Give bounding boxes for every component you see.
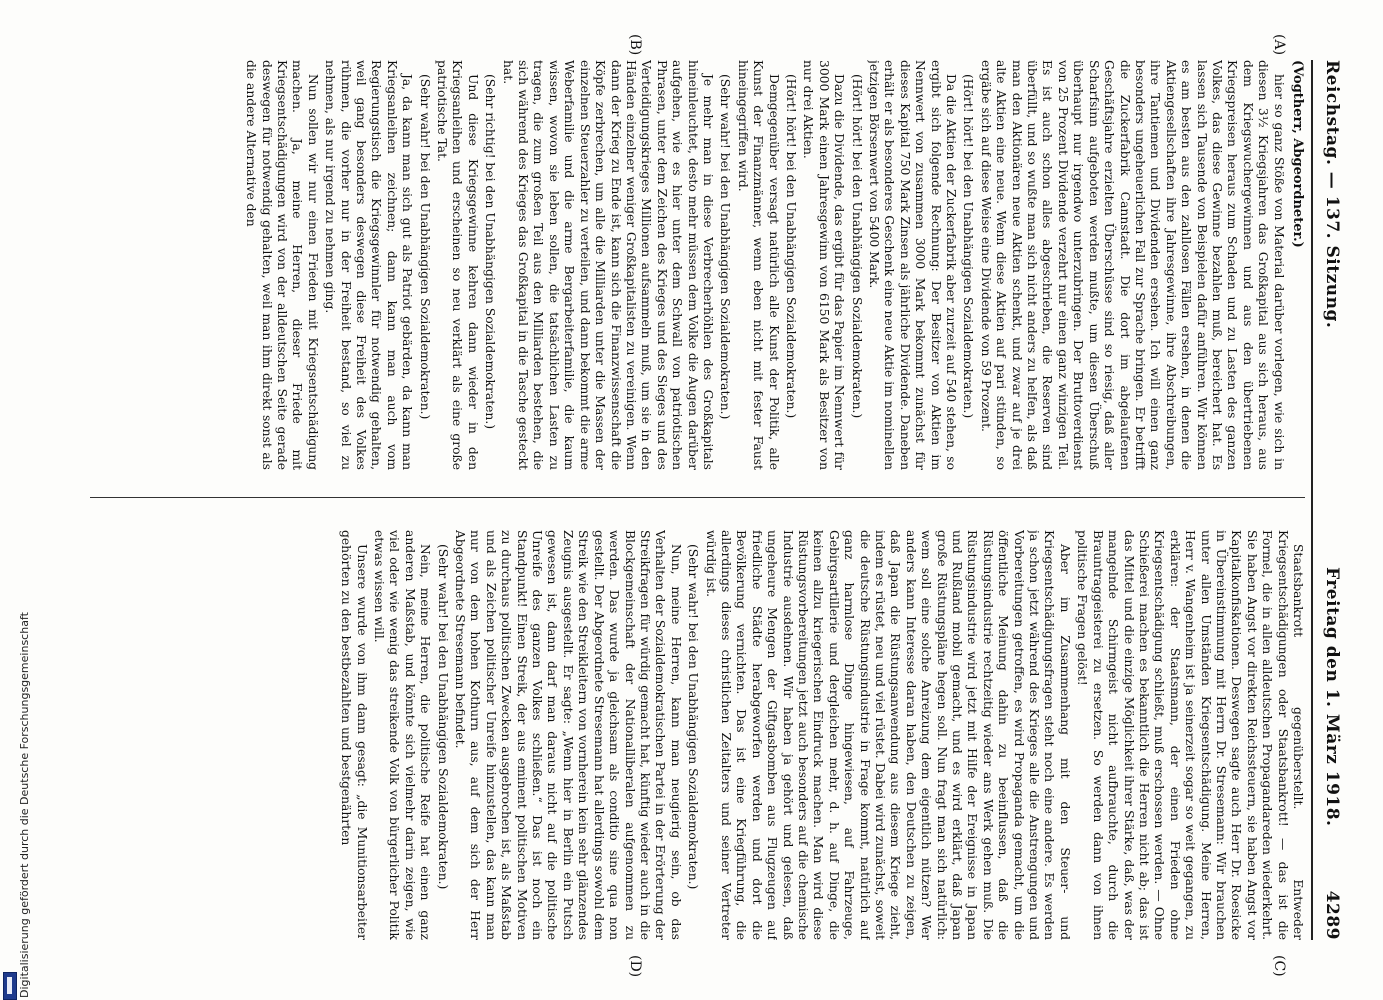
paragraph: Demgegenüber versagt natürlich alle Kunst der Politik, alle Kunst der Finanzmänner, wenn eben nicht mit fester Faust hineingegriffen wird.	[735, 60, 781, 470]
header-right	[1322, 567, 1342, 940]
speaker-line: (Vogtherr, Abgeordneter.)	[1290, 60, 1305, 248]
left-column	[90, 60, 1305, 470]
margin-marker-a: (A)	[1271, 34, 1287, 56]
paragraph: Aber im Zusammenhang mit den Steuer- und Kriegsentschädigungsfragen steht noch eine andere. Es werden ja schon jetzt während des Krieges alle die Anstrengungen und Vorbereitungen getroffen, es wird Propaganda gemacht, um die öffentliche Meinung dahin zu beeinflussen, daß die Rüstungsindustrie rechtzeitig wieder ans Werk gehen muß. Die Rüstungsindustrie wird jetzt mit Hilfe der Ereignisse in Japan und Rußland mobil gemacht, und es wird erklärt, daß Japan große Rüstungspläne hegen soll. Nun fragt man sich natürlich: wem soll eine solche Anreizung dem eigentlich nützen? Wer anders kann Interesse daran haben, den Deutschen zu zeigen, daß Japan die Rüstungsanwendung aus diesem Kriege zieht, indem es rüstet, neu und viel rüstet. Dabei wird zunächst, soweit die deutsche Rüstungsindustrie in Frage kommt, natürlich auf ganz harmlose Dinge hingewiesen, auf Fahrzeuge, Gebirgsartillerie und dergleichen mehr, d. h. auf Dinge, die keinen allzu kriegerischen Eindruck machen. Man wird diese Rüstungsvorbereitungen jetzt auch besonders auf die chemische Industrie ausdehnen. Wir haben ja gehört und gelesen, daß ungeheure Mengen der Giftgasbomben aus Flugzeugen auf friedliche Städte herabgeworfen werden und dort die Bevölkerung vernichten. Das ist eine Kriegführung, die allerdings dieses christlichen Zeitalters und seiner Vertreter würdig ist.	[703, 530, 1072, 940]
paragraph: (Sehr wahr! bei den Unabhängigen Sozialdemokraten.)	[417, 74, 432, 420]
paragraph: Nun, meine Herren, kann man neugierig sein, ob das Verhalten der Sozialdemokratischen Partei in der Erörterung der Streikfragen für würdig gemacht hat, künftig wieder auch in die Blockgemeinschaft der Nationalliberalen aufgenommen zu werden. Das wurde ja gleichsam als conditio sine qua non gestellt. Der Abgeordnete Stresemann hat allerdings sowohl dem Streik wie den Streikleitern von vornherein kein sehr glänzendes Zeugnis ausgestellt. Er sagte: „Wenn hier in Berlin ein Putsch gewesen ist, dann darf man daraus nicht auf die politische Unreife des ganzen Volkes schließen.“ Das ist noch ein Standpunkt! Einen Streik, der aus eminent politischen Motiven zu durchaus politischen Zwecken ausgebrochen ist, als Maßstab und als Zeichen politischer Unreife hinzustellen, das kann man nur von dem hohen Kothurn aus, auf dem sich der Herr Abgeordnete Stresemann befindet.	[453, 530, 683, 940]
paragraph: Staatsbankrott gegenüberstellt. Entweder Kriegsentschädigungen oder Staatsbankrott! — das ist die Formel, die in allen alldeutschen Propagandareden wiederkehrt. Sie haben Angst vor direkten Reichssteuern, sie haben Angst vor Kapitalkonfiskationen. Deswegen sagte auch Herr Dr. Roesicke in Übereinstimmung mit Herrn Dr. Stresemann: Wir brauchen unter allen Umständen Kriegsentschädigung. Meine Herren, Herr v. Wangenheim ist ja seinerzeit sogar so weit gegangen, zu erklären: der Staatsmann, der einen Frieden ohne Kriegsentschädigung schließt, muß erschossen werden. — Ohne Schießerei machen es bekanntlich die Herren nicht ab; das ist das Mittel und die einzige Möglichkeit ihrer Stärke, daß, was der mangelnde Schirmgeist nicht aufbrauchte, durch die Brauntraggeisterei zu ersetzen. So werden dann von ihnen politische Fragen gelöst!	[1075, 530, 1305, 940]
paragraph: (Sehr wahr! bei den Unabhängigen Sozialdemokraten.)	[718, 74, 733, 420]
paragraph: Nun sollen wir nur einen Frieden mit Kriegsentschädigung machen. Ja, meine Herren, dieser Friede mit Kriegsentschädigungen wird von der alldeutschen Seite gerade deswegen für notwendig gehalten, weil man ihm direkt sonst als die andere Alternative den	[244, 60, 320, 470]
left-column-paragraphs	[243, 60, 1286, 470]
paragraph: hier so ganz Stöße von Material darüber vorlegen, wie sich in diesen 3½ Kriegsjahren das Großkapital aus sich heraus, aus dem Kriegswuchergewinnen und aus den übertriebenen Kriegspreisen heraus zum Schaden und zu Lasten des ganzen Volkes, das diese Gewinne bezahlen muß, bereichert hat. Es lassen sich Tausende von Beispielen dafür anführen. Wir können es am besten aus den zahllosen Fällen ersehen, in denen die Aktiengesellschaften ihre Jahresgewinne, ihre Abschreibungen, ihre Tantiemen und Dividenden ersehen. Ich will einen ganz besonders ungeheuerlichen Fall zur Sprache bringen. Er betrifft die Zuckerfabrik Cannstadt. Die dort im abgelaufenen Geschäftsjahre erzielten Überschüsse sind so riesig, daß aller Scharfsinn aufgeboten werden mußte, um diesen Überschuß überhaupt nur irgendwo unterzubringen. Der Bruttoverdienst von 25 Prozent Dividende verzehrt nur einen ganz winzigen Teil. Es ist auch schon alles abgeschrieben, die Reserven sind überfüllt, und so wußte man sich nicht anders zu helfen, als daß man den Aktionären neue Aktien schenkt, und zwar auf je drei alte Aktien eine neue. Wenn diese Aktien auf pari stünden, so ergäbe sich auf diese Weise eine Dividende von 59 Prozent.	[978, 60, 1286, 470]
paragraph: (Hört! hört! bei den Unabhängigen Sozialdemokraten.)	[849, 74, 864, 419]
paragraph: Dazu die Dividende, das ergibt für das Papier im Nennwert für 3000 Mark einen Jahresgewinn von 6150 Mark als Besitzer von nur drei Aktien.	[801, 60, 847, 470]
header-rule	[1311, 60, 1313, 940]
paragraph: (Hört! hört! bei den Unabhängigen Sozialdemokraten.)	[961, 74, 976, 419]
paragraph: (Sehr richtig! bei den Unabhängigen Sozialdemokraten.)	[483, 74, 498, 430]
right-column	[90, 530, 1305, 940]
margin-marker-d: (D)	[627, 955, 643, 978]
column-divider	[90, 497, 1305, 498]
page-number: 4289	[1322, 890, 1342, 940]
paragraph: Und diese Kriegsgewinne kehren dann wieder in den Kriegsanleihen und erscheinen so neu verklärt als eine große patriotische Tat.	[435, 60, 480, 470]
margin-marker-b: (B)	[627, 34, 643, 56]
header-date: Freitag den 1. März 1918.	[1322, 567, 1342, 827]
margin-marker-c: (C)	[1271, 955, 1287, 977]
paragraph: Nein, meine Herren, die politische Reife hat einen ganz anderen Maßstab, und könnte sich vielmehr darin zeigen, wie viel oder wie wenig das streikende Volk von bürgerlicher Politik etwas wissen will.	[372, 530, 433, 940]
digitization-text: Digitalisierung gefördert durch die Deutsche Forschungsgemeinschaft	[18, 612, 31, 998]
right-column-paragraphs	[338, 530, 1305, 940]
digitization-note	[0, 0, 31, 1000]
paragraph: Da die Aktien der Zuckerfabrik aber zurzeit auf 540 stehen, so ergibt sich folgende Rechnung: Der Besitzer von Aktien im Nennwert von zusammen 3000 Mark bekommt zunächst für dieses Kapital 750 Mark Zinsen als jährliche Dividende. Daneben erhält er als besonderes Geschenk eine neue Aktie im nominellen jetzigen Börsenwert von 5400 Mark.	[867, 60, 959, 470]
paragraph: (Sehr wahr! bei den Unabhängigen Sozialdemokraten.)	[435, 544, 450, 890]
running-header	[1319, 60, 1345, 940]
header-left: Reichstag. — 137. Sitzung.	[1322, 60, 1342, 329]
paragraph: (Sehr wahr! bei den Unabhängigen Sozialdemokraten.)	[686, 544, 701, 890]
paragraph: Je mehr man in diese Verbrecherhöhlen des Großkapitals hineinleuchtet, desto mehr müssen dem Volke die Augen darüber aufgehen, wie es hier unter dem Schwall von patriotischen Phrasen, unter dem Zeichen des Krieges und des Sieges und des Verteidigungskrieges Millionen aufsammeln muß, um sie in den Händen einzelner weniger Großkapitalisten zu vereinigen. Wenn dann der Krieg zu Ende ist, kann sich die Finanzwissenschaft die Köpfe zerbrechen, um alle die Milliarden unter die Massen der einzelnen Steuerzahler zu verteilen, und dann bekommt die arme Weberfamilie und die arme Bergarbeiterfamilie, die kaum wissen, wovon sie leben sollen, die tatsächlichen Lasten zu tragen, die zum großen Teil aus den Milliarden bestehen, die sich während des Krieges das Großkapital in die Tasche gesteckt hat.	[500, 60, 715, 470]
paragraph: Ja, da kann man sich gut als Patriot gebärden, da kann man Kriegsanleihen zeichnen; dann kann man auch vom Regierungstisch die Kriegsgewinnler für notwendig gehalten, weil gang besonders deswegen diese Freiheit des Volkes rühmen, die vorher nur in der Freiheit bestand, so viel zu nehmen, als nur irgend zu nehmen ging.	[323, 60, 415, 470]
paragraph: (Hört! hört! bei den Unabhängigen Sozialdemokraten.)	[784, 74, 798, 419]
paragraph: Unsere wurde von ihm dann gesagt: „die Munitionsarbeiter gehörten zu den bestbezahlten und bestgenährten	[339, 530, 369, 940]
dfg-logo-icon	[3, 972, 17, 1000]
